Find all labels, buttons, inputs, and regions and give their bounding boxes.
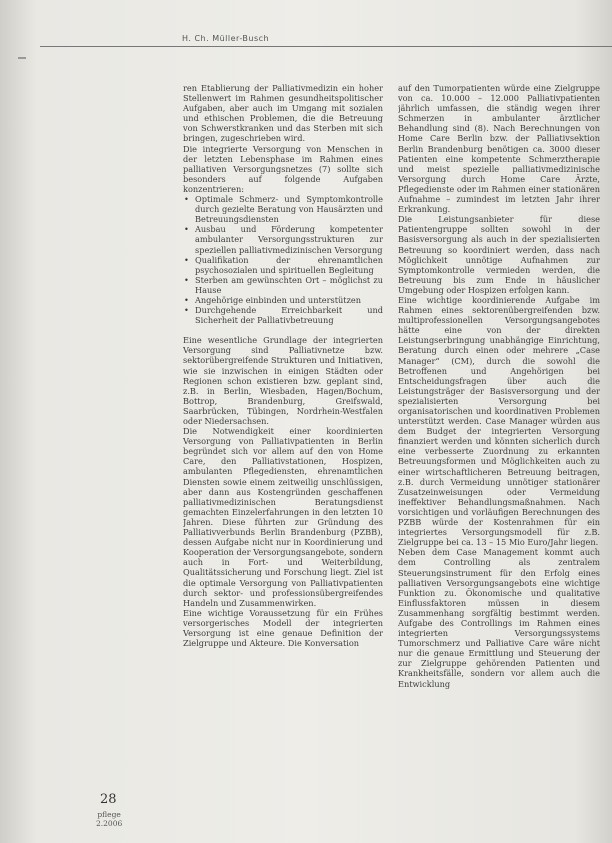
list-item: • Ausbau und Förderung kompetenter ambulanter Versorgungsstrukturen zur speziellen palliativmedizinischen Versorgung xyxy=(193,224,383,254)
paragraph: Eine wichtige Voraussetzung für ein Frühes versorgerisches Modell der integrierten Versorgung ist eine genaue Definition der Zielgruppe und Akteure. Die Konversation xyxy=(183,607,383,649)
list-item: • Optimale Schmerz- und Symptomkontrolle durch gezielte Beratung von Hausärzten und Betreuungsdiensten xyxy=(193,194,383,224)
journal-issue: 2.2006 xyxy=(96,819,123,828)
paragraph: ren Etablierung der Palliativmedizin ein hoher Stellenwert im Rahmen gesundheitspolitischer Aufgaben, aber auch im Umgang mit sozialen und ethischen Problemen, die die Betreuung von Schwerstkranken und das Sterben mit sich bringen, zugeschrieben wird. xyxy=(183,83,383,144)
paragraph: Die Leistungsanbieter für diese Patientengruppe sollten sowohl in der Basisversorgung als auch in der spezialisierten Betreuung so koordiniert werden, dass nach Möglichkeit unnötige Aufnahmen zur Symptomkontrolle vermieden werden, die Betreuung bis zum Ende in häuslicher Umgebung oder Hospizen erfolgen kann. xyxy=(398,214,600,295)
text-column-right xyxy=(398,83,600,823)
list-item: • Durchgehende Erreichbarkeit und Sicherheit der Palliativbetreuung xyxy=(193,305,383,325)
running-header: H. Ch. Müller-Busch xyxy=(182,34,270,43)
list-item: • Angehörige einbinden und unterstützen xyxy=(193,295,383,305)
journal-name: pflege xyxy=(97,810,121,819)
paragraph: Eine wichtige koordinierende Aufgabe im Rahmen eines sektorenübergreifenden bzw. multiprofessionellen Versorgungsangebotes hätte eine von der direkten Leistungserbringung unabhängige Einrichtung, Beratung durch einen oder mehrere „Case Manager“ (CM), durch die sowohl die Betroffenen und Angehörigen bei Entscheidungsfragen über auch die Leistungsträger der Basisversorgung und der spezialisierten Versorgung bei organisatorischen und koordinativen Problemen unterstützt werden. Case Manager würden aus dem Budget der integrierten Versorgung finanziert werden und könnten sicherlich durch eine verbesserte Zuordnung zu erkannten Betreuungsformen und Möglichkeiten auch zu einer wirtschaftlicheren Betreuung beitragen, z.B. durch Vermeidung unnötiger stationärer Zusatzeinweisungen oder Vermeidung ineffektiver Behandlungsmaßnahmen. Nach vorsichtigen und vorläufigen Berechnungen des PZBB würde der Kostenrahmen für ein integriertes Versorgungsmodell für z.B. Zielgruppe bei ca. 13 – 15 Mio Euro/Jahr liegen. xyxy=(398,294,600,548)
list-item: • Qualifikation der ehrenamtlichen psychosozialen und spirituellen Begleitung xyxy=(193,255,383,275)
paragraph: Die Notwendigkeit einer koordinierten Versorgung von Palliativpatienten in Berlin begründet sich vor allem auf den von Home Care, den Palliativstationen, Hospizen, ambulanten Pflegediensten, ehrenamtlichen Diensten sowie einem zeitweilig unschlüssigen, aber dann aus Kostengründen geschaffenen palliativmedizinischen Beratungsdienst gemachten Einzelerfahrungen in den letzten 10 Jahren. Diese führten zur Gründung des Palliativverbunds Berlin Brandenburg (PZBB), dessen Aufgabe nicht nur in Koordinierung und Kooperation der Versorgungsangebote, sondern auch in Fort- und Weiterbildung, Qualitätssicherung und Forschung liegt. Ziel ist die optimale Versorgung von Palliativpatienten durch sektor- und professionsübergreifendes Handeln und Zusammenwirken. xyxy=(183,426,383,608)
paragraph: Eine wesentliche Grundlage der integrierten Versorgung sind Palliativnetze bzw. sektorübergreifende Strukturen und Initiativen, wie sie inzwischen in einigen Städten oder Regionen schon existieren bzw. geplant sind, z.B. in Berlin, Wiesbaden, Hagen/Bochum, Bottrop, Brandenburg, Greifswald, Saarbrücken, Tübingen, Nordrhein-Westfalen oder Niedersachsen. xyxy=(183,335,383,426)
margin-mark xyxy=(18,57,26,59)
journal-reference xyxy=(96,810,122,828)
paragraph: Neben dem Case Management kommt auch dem Controlling als zentralem Steuerungsinstrument für den Erfolg eines palliativen Versorgungsangebots eine wichtige Funktion zu. Ökonomische und qualitative Einflussfaktoren müssen in diesem Zusammenhang sorgfältig bestimmt werden. Aufgabe des Controllings im Rahmen eines integrierten Versorgungssystems Tumorschmerz und Palliative Care wäre nicht nur die genaue Ermittlung und Steuerung der zur Zielgruppe gehörenden Patienten und Krankheitsfälle, sondern vor allem auch die Entwicklung xyxy=(398,547,600,689)
text-column-left xyxy=(183,83,383,823)
paragraph: Die integrierte Versorgung von Menschen in der letzten Lebensphase im Rahmen eines palliativen Versorgungsnetzes (7) sollte sich besonders auf folgende Aufgaben konzentrieren: xyxy=(183,143,383,194)
header-rule xyxy=(40,46,612,47)
paragraph: auf den Tumorpatienten würde eine Zielgruppe von ca. 10.000 – 12.000 Palliativpatienten jährlich umfassen, die ständig wegen ihrer Schmerzen in ambulanter ärztlicher Behandlung sind (8). Nach Berechnungen von Home Care Berlin bzw. der Palliativsektion Berlin Brandenburg benötigen ca. 3000 dieser Patienten eine kompetente Schmerztherapie und meist spezielle palliativmedizinische Versorgung durch Home Care Ärzte, Pflegedienste oder im Rahmen einer stationären Aufnahme – zumindest im letzten Jahr ihrer Erkrankung. xyxy=(398,83,600,215)
page-number: 28 xyxy=(100,792,117,807)
list-item: • Sterben am gewünschten Ort – möglichst zu Hause xyxy=(193,275,383,295)
bullet-list xyxy=(183,194,383,325)
